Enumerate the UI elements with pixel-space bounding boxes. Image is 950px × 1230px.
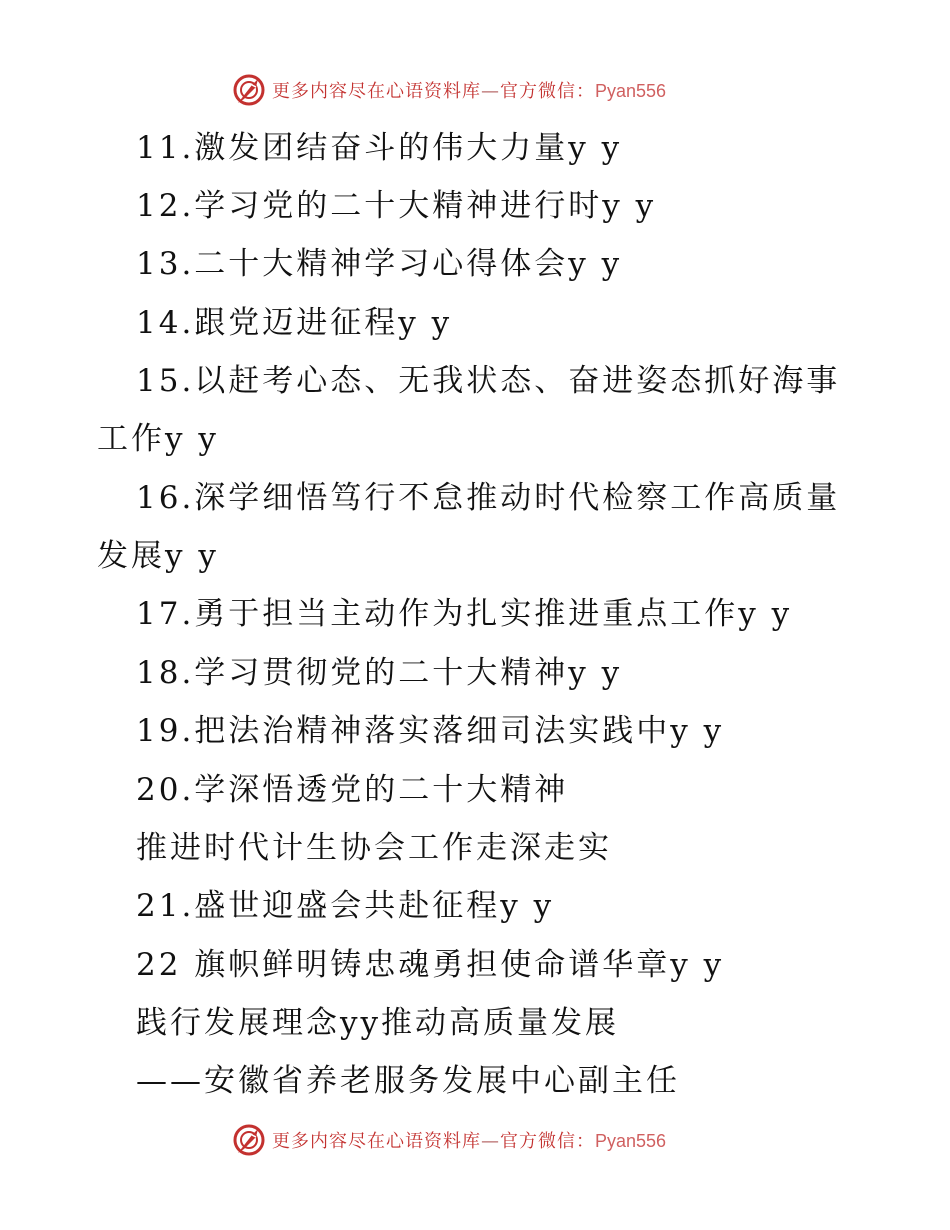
list-item: 16.深学细悟笃行不怠推动时代检察工作高质量 [136,480,841,516]
list-item: 14.跟党迈进征程y y [136,305,453,341]
list-item-continuation: 推进时代计生协会工作走深走实 [136,830,612,866]
footer-watermark [232,1122,666,1158]
section-title: 践行发展理念yy推动高质量发展 [136,1005,620,1041]
list-item: 17.勇于担当主动作为扎实推进重点工作y y [136,596,793,632]
list-item: 22 旗帜鲜明铸忠魂勇担使命谱华章y y [136,947,725,983]
quill-pen-logo-icon [232,1123,266,1157]
list-item: 20.学深悟透党的二十大精神 [136,772,569,808]
list-item: 18.学习贯彻党的二十大精神y y [136,655,623,691]
list-item: 11.激发团结奋斗的伟大力量y y [136,130,623,166]
author-line: ——安徽省养老服务发展中心副主任 [136,1063,680,1099]
watermark-text: 更多内容尽在心语资料库—官方微信：Pyan556 [272,1131,667,1152]
header-watermark [232,72,666,108]
list-item: 21.盛世迎盛会共赴征程y y [136,888,555,924]
list-item-continuation: 发展y y [97,538,219,574]
watermark-text: 更多内容尽在心语资料库—官方微信：Pyan556 [272,81,667,102]
list-item-continuation: 工作y y [97,421,219,457]
list-item: 12.学习党的二十大精神进行时y y [136,188,657,224]
quill-pen-logo-icon [232,73,266,107]
list-item: 15.以赶考心态、无我状态、奋进姿态抓好海事 [136,363,841,399]
list-item: 19.把法治精神落实落细司法实践中y y [136,713,725,749]
list-item: 13.二十大精神学习心得体会y y [136,246,623,282]
